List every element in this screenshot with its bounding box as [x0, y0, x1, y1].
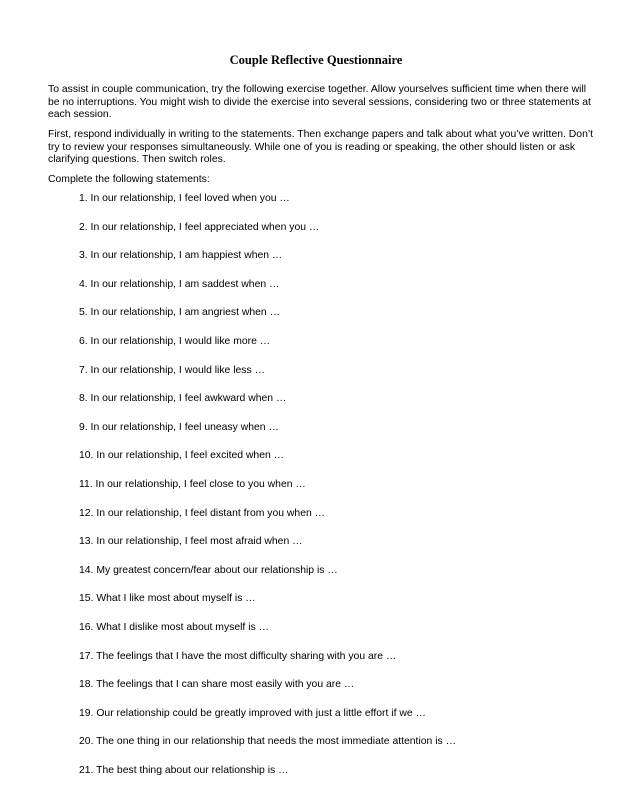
statement-item: 20. The one thing in our relationship that needs the most immediate attention is … [79, 736, 456, 748]
statement-item: 17. The feelings that I have the most difficulty sharing with you are … [79, 650, 397, 662]
statement-item: 9. In our relationship, I feel uneasy when … [79, 421, 279, 433]
statement-item: 5. In our relationship, I am angriest when … [79, 307, 280, 319]
statement-item: 16. What I dislike most about myself is … [79, 621, 269, 633]
statement-item: 1. In our relationship, I feel loved when you … [79, 193, 290, 204]
statement-item: 12. In our relationship, I feel distant from you when … [79, 507, 326, 519]
statement-item: 6. In our relationship, I would like more … [79, 335, 271, 347]
statement-item: 8. In our relationship, I feel awkward when … [79, 393, 287, 405]
statement-item: 4. In our relationship, I am saddest when … [79, 278, 280, 290]
statement-item: 19. Our relationship could be greatly improved with just a little effort if we … [79, 707, 426, 719]
statement-item: 21. The best thing about our relationship is … [79, 764, 289, 776]
statement-item: 3. In our relationship, I am happiest when … [79, 250, 283, 262]
instructions-paragraph: First, respond individually in writing to the statements. Then exchange papers and talk about what you’ve written. Don’t try to review your responses simultaneously. While one of you is reading or speaking, the other should listen or ask clarifying questions. Then switch roles. [48, 129, 594, 165]
statement-item: 7. In our relationship, I would like less … [79, 364, 265, 376]
lead-in-text: Complete the following statements: [48, 174, 210, 185]
statement-item: 11. In our relationship, I feel close to you when … [79, 478, 306, 490]
document-title: Couple Reflective Questionnaire [229, 53, 403, 67]
statement-item: 15. What I like most about myself is … [79, 593, 256, 605]
statement-item: 14. My greatest concern/fear about our relationship is … [79, 564, 338, 576]
statement-item: 13. In our relationship, I feel most afraid when … [79, 536, 303, 548]
statement-item: 2. In our relationship, I feel appreciated when you … [79, 221, 320, 233]
statement-item: 18. The feelings that I can share most easily with you are … [79, 679, 355, 691]
statement-item: 10. In our relationship, I feel excited when … [79, 450, 285, 462]
intro-paragraph: To assist in couple communication, try the following exercise together. Allow yourselves sufficient time when there will be no interruptions. You might wish to divide the exercise into several sessions, considering two or three statements at each session. [48, 84, 591, 120]
statement-list [79, 193, 456, 793]
